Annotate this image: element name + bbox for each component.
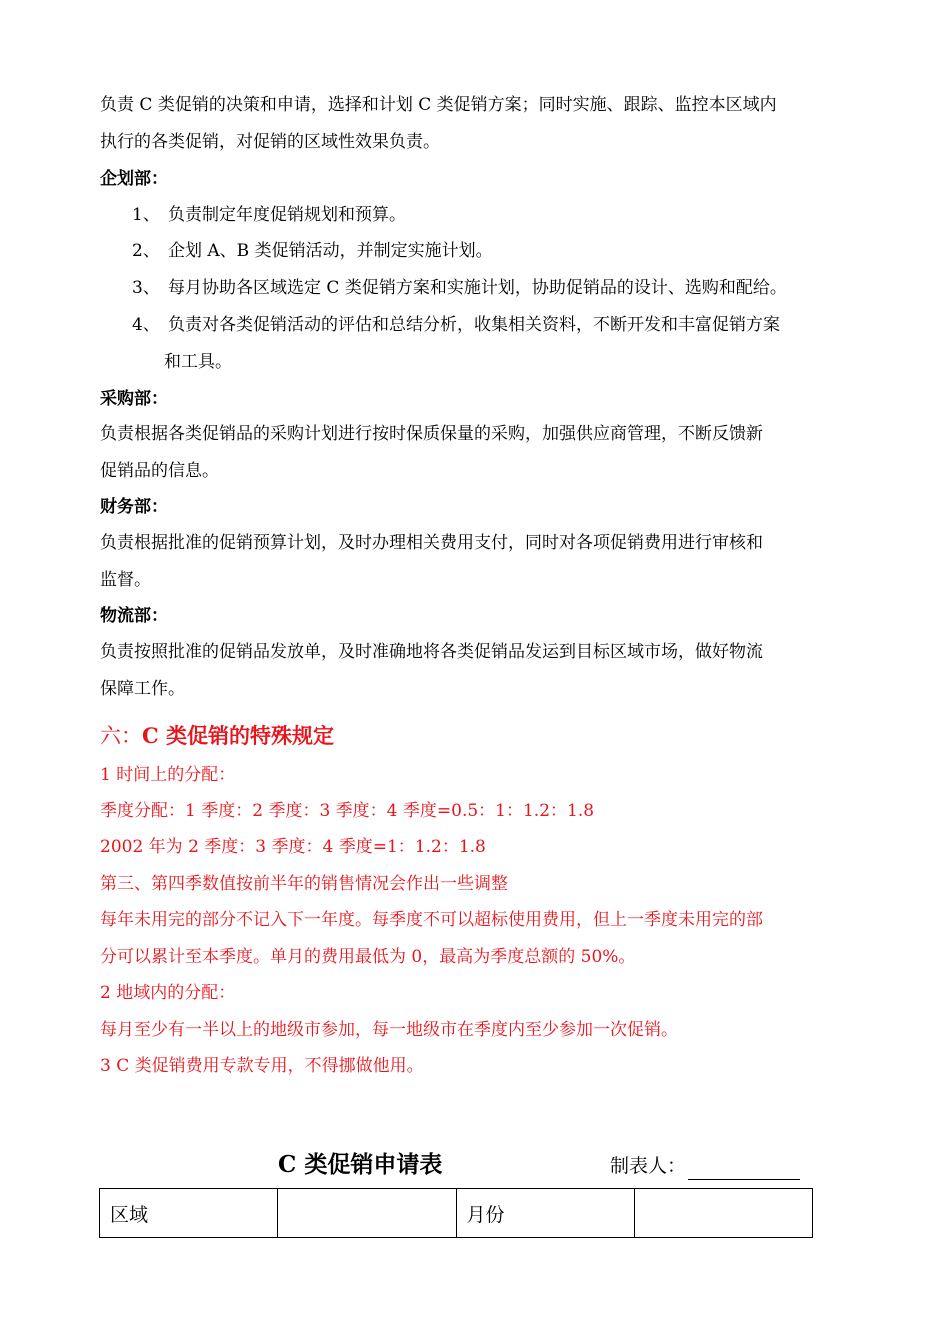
region-duties-line-1: 负责 C 类促销的决策和申请，选择和计划 C 类促销方案；同时实施、跟踪、监控本区域内 [100, 95, 777, 115]
purchasing-line-2: 促销品的信息。 [100, 461, 219, 481]
list-number: 1、 [132, 205, 160, 225]
planning-heading: 企划部： [100, 169, 168, 189]
section-6-line: 每年未用完的部分不记入下一年度。每季度不可以超标使用费用，但上一季度未用完的部 [100, 910, 763, 930]
logistics-heading: 物流部： [100, 606, 168, 626]
list-text: 企划 A、B 类促销活动，并制定实施计划。 [168, 241, 493, 261]
list-text: 负责制定年度促销规划和预算。 [168, 205, 406, 225]
purchasing-line-1: 负责根据各类促销品的采购计划进行按时保质保量的采购，加强供应商管理，不断反馈新 [100, 424, 763, 444]
section-6-line: 季度分配：1 季度：2 季度：3 季度：4 季度=0.5：1：1.2：1.8 [100, 801, 595, 821]
section-6-line: 第三、第四季数值按前半年的销售情况会作出一些调整 [100, 874, 508, 894]
section-6-line: 2002 年为 2 季度：3 季度：4 季度=1：1.2：1.8 [100, 837, 486, 857]
section-6-line: 每月至少有一半以上的地级市参加，每一地级市在季度内至少参加一次促销。 [100, 1020, 678, 1040]
purchasing-heading: 采购部： [100, 389, 168, 409]
maker-blank-field[interactable] [688, 1159, 800, 1180]
form-title: C 类促销申请表 [278, 1151, 443, 1178]
finance-line-2: 监督。 [100, 570, 151, 590]
list-text: 每月协助各区域选定 C 类促销方案和实施计划，协助促销品的设计、选购和配给。 [168, 278, 787, 298]
region-duties-line-2: 执行的各类促销，对促销的区域性效果负责。 [100, 132, 440, 152]
finance-heading: 财务部： [100, 497, 168, 517]
logistics-line-2: 保障工作。 [100, 679, 185, 699]
region-value-cell[interactable] [278, 1189, 456, 1238]
region-label-cell: 区域 [100, 1189, 278, 1238]
month-label-cell: 月份 [456, 1189, 634, 1238]
section-6-prefix: 六： [100, 724, 142, 748]
finance-line-1: 负责根据批准的促销预算计划，及时办理相关费用支付，同时对各项促销费用进行审核和 [100, 533, 763, 553]
planning-item-4-continued: 和工具。 [164, 352, 232, 372]
section-6-line: 3 C 类促销费用专款专用，不得挪做他用。 [100, 1056, 424, 1076]
list-text: 负责对各类促销活动的评估和总结分析，收集相关资料，不断开发和丰富促销方案 [168, 315, 780, 335]
list-number: 2、 [132, 241, 160, 261]
list-number: 3、 [132, 278, 160, 298]
section-6-line: 2 地域内的分配： [100, 983, 236, 1003]
section-6-title-text: C 类促销的特殊规定 [142, 723, 335, 748]
form-maker [610, 1152, 800, 1180]
month-value-cell[interactable] [634, 1189, 812, 1238]
list-number: 4、 [132, 315, 160, 335]
section-6-line: 1 时间上的分配： [100, 765, 236, 785]
maker-label: 制表人： [610, 1155, 687, 1177]
section-6-line: 分可以累计至本季度。单月的费用最低为 0，最高为季度总额的 50%。 [100, 947, 636, 967]
table-row [100, 1189, 813, 1238]
application-form-table [99, 1188, 813, 1238]
logistics-line-1: 负责按照批准的促销品发放单，及时准确地将各类促销品发运到目标区域市场，做好物流 [100, 642, 763, 662]
section-6-title [100, 722, 334, 750]
